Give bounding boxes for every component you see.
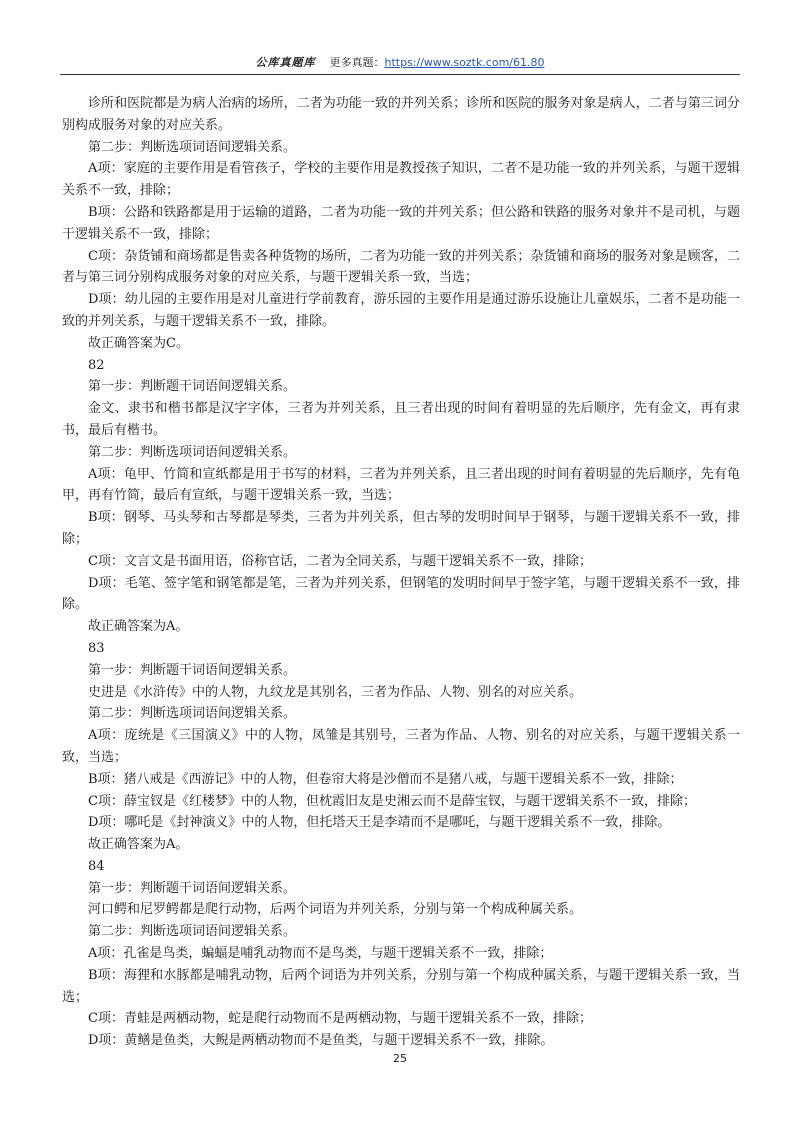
header-link-label: 更多真题： [329,56,385,69]
paragraph: D项：黄鳝是鱼类，大鲵是两栖动物而不是鱼类，与题干逻辑关系不一致，排除。 [88,1033,554,1049]
paragraph: A项：龟甲、竹简和宣纸都是用于书写的材料，三者为并列关系，且三者出现的时间有着明显的先后顺序，先有龟甲，再有竹简，最后有宣纸，与题干逻辑关系一致，当选； [62,466,740,504]
paragraph: 故正确答案为C。 [88,335,189,351]
header-link[interactable]: https://www.soztk.com/61.80 [384,56,545,69]
paragraph: 第二步：判断选项词语间逻辑关系。 [88,924,297,940]
question-number: 83 [88,640,105,656]
paragraph: D项：毛笔、签字笔和钢笔都是笔，三者为并列关系，但钢笔的发明时间早于签字笔，与题干逻辑关系不一致，排除。 [62,575,740,613]
paragraph: 金文、隶书和楷书都是汉字字体，三者为并列关系，且三者出现的时间有着明显的先后顺序，先有金文，再有隶书，最后有楷书。 [62,401,740,438]
header-brand: 公库真题库 [255,56,316,69]
paragraph: B项：公路和铁路都是用于运输的道路，二者为功能一致的并列关系；但公路和铁路的服务对象并不是司机，与题干逻辑关系不一致，排除； [62,204,740,242]
paragraph: 河口鳄和尼罗鳄都是爬行动物，后两个词语为并列关系，分别与第一个构成种属关系。 [88,902,583,918]
paragraph: C项：杂货铺和商场都是售卖各种货物的场所，二者为功能一致的并列关系；杂货铺和商场的服务对象是顾客，二者与第三词分别构成服务对象的对应关系，与题干逻辑关系一致，当选； [62,248,740,286]
paragraph: A项：孔雀是鸟类，蝙蝠是哺乳动物而不是鸟类，与题干逻辑关系不一致，排除； [88,946,553,962]
paragraph: 第二步：判断选项词语间逻辑关系。 [88,444,297,460]
paragraph: 第二步：判断选项词语间逻辑关系。 [88,706,297,722]
paragraph: C项：文言文是书面用语，俗称官话，二者为全同关系，与题干逻辑关系不一致，排除； [88,553,592,569]
paragraph: A项：庞统是《三国演义》中的人物，凤雏是其别号，三者为作品、人物、别名的对应关系，与题干逻辑关系一致，当选； [62,728,740,765]
question-number: 84 [88,858,105,874]
paragraph: 第一步：判断题干词语间逻辑关系。 [88,662,297,678]
paragraph: C项：青蛙是两栖动物，蛇是爬行动物而不是两栖动物，与题干逻辑关系不一致，排除； [88,1011,592,1027]
page-number: 25 [393,1052,407,1065]
paragraph: C项：薛宝钗是《红楼梦》中的人物，但枕霞旧友是史湘云而不是薛宝钗，与题干逻辑关系不一致，排除； [88,793,696,809]
paragraph: B项：猪八戒是《西游记》中的人物，但卷帘大将是沙僧而不是猪八戒，与题干逻辑关系不一致，排除； [88,771,683,787]
paragraph: A项：家庭的主要作用是看管孩子，学校的主要作用是教授孩子知识，二者不是功能一致的并列关系，与题干逻辑关系不一致，排除； [62,161,740,199]
paragraph: 故正确答案为A。 [88,619,189,635]
paragraph: 第一步：判断题干词语间逻辑关系。 [88,379,297,395]
paragraph: 故正确答案为A。 [88,837,189,853]
document-body [62,93,740,1052]
paragraph: B项：钢琴、马头琴和古琴都是琴类，三者为并列关系，但古琴的发明时间早于钢琴，与题干逻辑关系不一致，排除； [62,510,740,547]
header-divider [60,74,740,75]
question-number: 82 [88,357,105,373]
paragraph: 第二步：判断选项词语间逻辑关系。 [88,139,297,155]
paragraph: B项：海狸和水豚都是哺乳动物，后两个词语为并列关系，分别与第一个构成种属关系，与题干逻辑关系一致，当选； [62,967,740,1005]
paragraph: 第一步：判断题干词语间逻辑关系。 [88,880,297,896]
paragraph: D项：哪吒是《封神演义》中的人物，但托塔天王是李靖而不是哪吒，与题干逻辑关系不一致，排除。 [88,815,671,831]
paragraph: 史进是《水浒传》中的人物，九纹龙是其别名，三者为作品、人物、别名的对应关系。 [88,684,583,700]
paragraph: D项：幼儿园的主要作用是对儿童进行学前教育，游乐园的主要作用是通过游乐设施让儿童娱乐，二者不是功能一致的并列关系，与题干逻辑关系不一致，排除。 [62,292,740,329]
page-header [60,56,740,70]
paragraph: 诊所和医院都是为病人治病的场所，二者为功能一致的并列关系；诊所和医院的服务对象是病人，二者与第三词分别构成服务对象的对应关系。 [62,96,740,133]
